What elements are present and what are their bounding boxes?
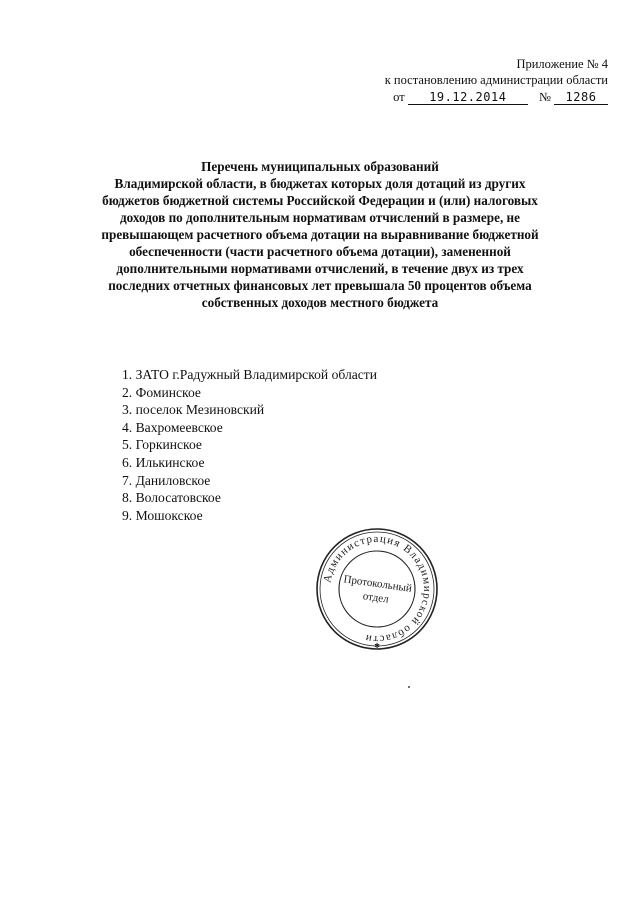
list-item: 5. Горкинское	[122, 437, 202, 453]
title-line: Владимирской области, в бюджетах которых доля дотаций из других	[114, 176, 526, 191]
title-line: обеспеченности (части расчетного объема дотации), замененной	[129, 244, 511, 259]
list-item: 2. Фоминское	[122, 384, 201, 400]
appendix-reference: к постановлению администрации области	[384, 73, 608, 87]
list-item: 1. ЗАТО г.Радужный Владимирской области	[122, 367, 378, 382]
title-line: дополнительными нормативами отчислений, в течение двух из трех	[116, 261, 524, 276]
appendix-date-row	[308, 89, 608, 105]
seal-center-line: Протокольный	[342, 573, 413, 595]
title-line: бюджетов бюджетной системы Российской Федерации и (или) налоговых	[102, 193, 538, 208]
list-item: 3. поселок Мезиновский	[122, 402, 265, 418]
title-line: превышающем расчетного объема дотации на выравнивание бюджетной	[101, 227, 539, 242]
appendix-number: Приложение № 4	[516, 57, 608, 71]
list-item: 8. Волосатовское	[122, 490, 221, 506]
title-line: доходов по дополнительным нормативам отчислений в размере, не	[119, 210, 521, 225]
list-item: 6. Илькинское	[122, 454, 205, 470]
official-seal	[312, 524, 442, 654]
seal-ring-text: Администрация Владимирской области	[321, 532, 434, 646]
appendix-header	[308, 56, 608, 105]
date-prefix: от	[393, 90, 405, 104]
seal-center-line: отдел	[362, 590, 390, 606]
title-line: Перечень муниципальных образований	[201, 159, 439, 174]
list-item: 4. Вахромеевское	[122, 419, 223, 435]
number-prefix: №	[538, 90, 551, 104]
title-line: последних отчетных финансовых лет превышала 50 процентов объема	[108, 278, 532, 293]
municipality-list	[122, 366, 377, 524]
speck-mark	[408, 686, 410, 688]
seal-star-icon: ✱	[374, 642, 380, 650]
list-item: 7. Даниловское	[122, 472, 211, 488]
title-line: собственных доходов местного бюджета	[201, 295, 439, 310]
decree-number: 1286	[554, 90, 608, 105]
decree-date: 19.12.2014	[408, 90, 528, 105]
document-title	[90, 158, 550, 311]
list-item: 9. Мошокское	[122, 507, 203, 523]
